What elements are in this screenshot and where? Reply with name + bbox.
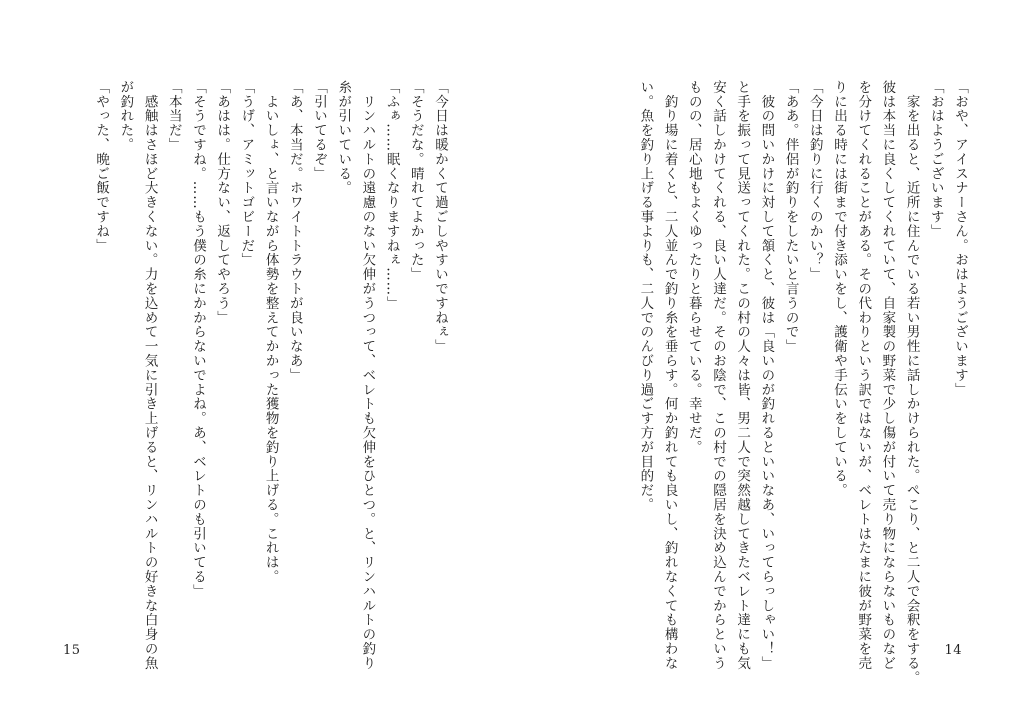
right-page xyxy=(512,0,1024,710)
page-number: 14 xyxy=(944,643,962,658)
text-line: 家を出ると、近所に住んでいる若い男性に話しかけられた。ぺこり、と二人で会釈をする。 xyxy=(903,80,920,685)
text-line: 「やった、晩ご飯ですね」 xyxy=(93,80,110,253)
text-line: が釣れた。 xyxy=(117,80,134,152)
text-line: と手を振って見送ってくれた。この村の人々は皆、男二人で突然越してきたベレト達にも気 xyxy=(734,80,751,671)
text-line: ものの、居心地もよくゆったりと暮らせている。幸せだ。 xyxy=(685,80,702,455)
text-line: 「うげ、アミットゴビーだ」 xyxy=(238,80,255,268)
page-number: 15 xyxy=(63,643,81,658)
text-line: 糸が引いている。 xyxy=(335,80,352,196)
text-line: 「あはは。仕方ない、返してやろう」 xyxy=(214,80,231,325)
text-line: 「あ、本当だ。ホワイトトラウトが良いなあ」 xyxy=(286,80,303,383)
text-line: 釣り場に着くと、二人並んで釣り糸を垂らす。何か釣れても良いし、釣れなくても構わな xyxy=(661,80,678,671)
text-line: 「今日は暖かくて過ごしやすいですねぇ」 xyxy=(432,80,448,354)
text-line: よいしょ、と言いながら体勢を整えてかかった獲物を釣り上げる。これは。 xyxy=(262,80,279,584)
text-line: を分けてくれることがある。その代わりという訳ではないが、ベレトはたまに彼が野菜を売 xyxy=(855,80,872,671)
text-line: い。魚を釣り上げる事よりも、二人でのんびり過ごす方が目的だ。 xyxy=(637,80,654,512)
text-line: 感触はさほど大きくない。力を込めて一気に引き上げると、リンハルトの好きな白身の魚 xyxy=(141,80,158,671)
text-line: 安く話しかけてくれる、良い人達だ。そのお陰で、この村での隠居を決め込んでからという xyxy=(709,80,726,671)
text-line: りに出る時には街まで付き添いをし、護衛や手伝いをしている。 xyxy=(830,80,847,498)
text-line: 「おや、アイスナーさん。おはようございます」 xyxy=(952,80,968,397)
text-line: リンハルトの遠慮のない欠伸がうつって、ベレトも欠伸をひとつ。と、リンハルトの釣り xyxy=(359,80,376,671)
text-line: 彼は本当に良くしてくれていて、自家製の野菜で少し傷が付いて売り物にならないものなど xyxy=(879,80,896,671)
text-line: 「おはようございます」 xyxy=(927,80,944,239)
text-line: 「今日は釣りに行くのかい？」 xyxy=(806,80,823,282)
text-line: 「引いてるぞ」 xyxy=(310,80,327,181)
text-line: 「そうですね。……もう僕の糸にかからないでよね。あ、ベレトのも引いてる」 xyxy=(189,80,206,599)
text-line: 彼の問いかけに対して頷くと、彼は「良いのが釣れるといいなあ、いってらっしゃい！」 xyxy=(758,80,775,671)
text-line: 「ああ。伴侶が釣りをしたいと言うので」 xyxy=(782,80,799,354)
text-line: 「そうだな。晴れてよかった」 xyxy=(407,80,424,282)
text-line: 「本当だ」 xyxy=(165,80,182,152)
text-line: 「ふぁ……眠くなりますねぇ……」 xyxy=(383,80,400,311)
